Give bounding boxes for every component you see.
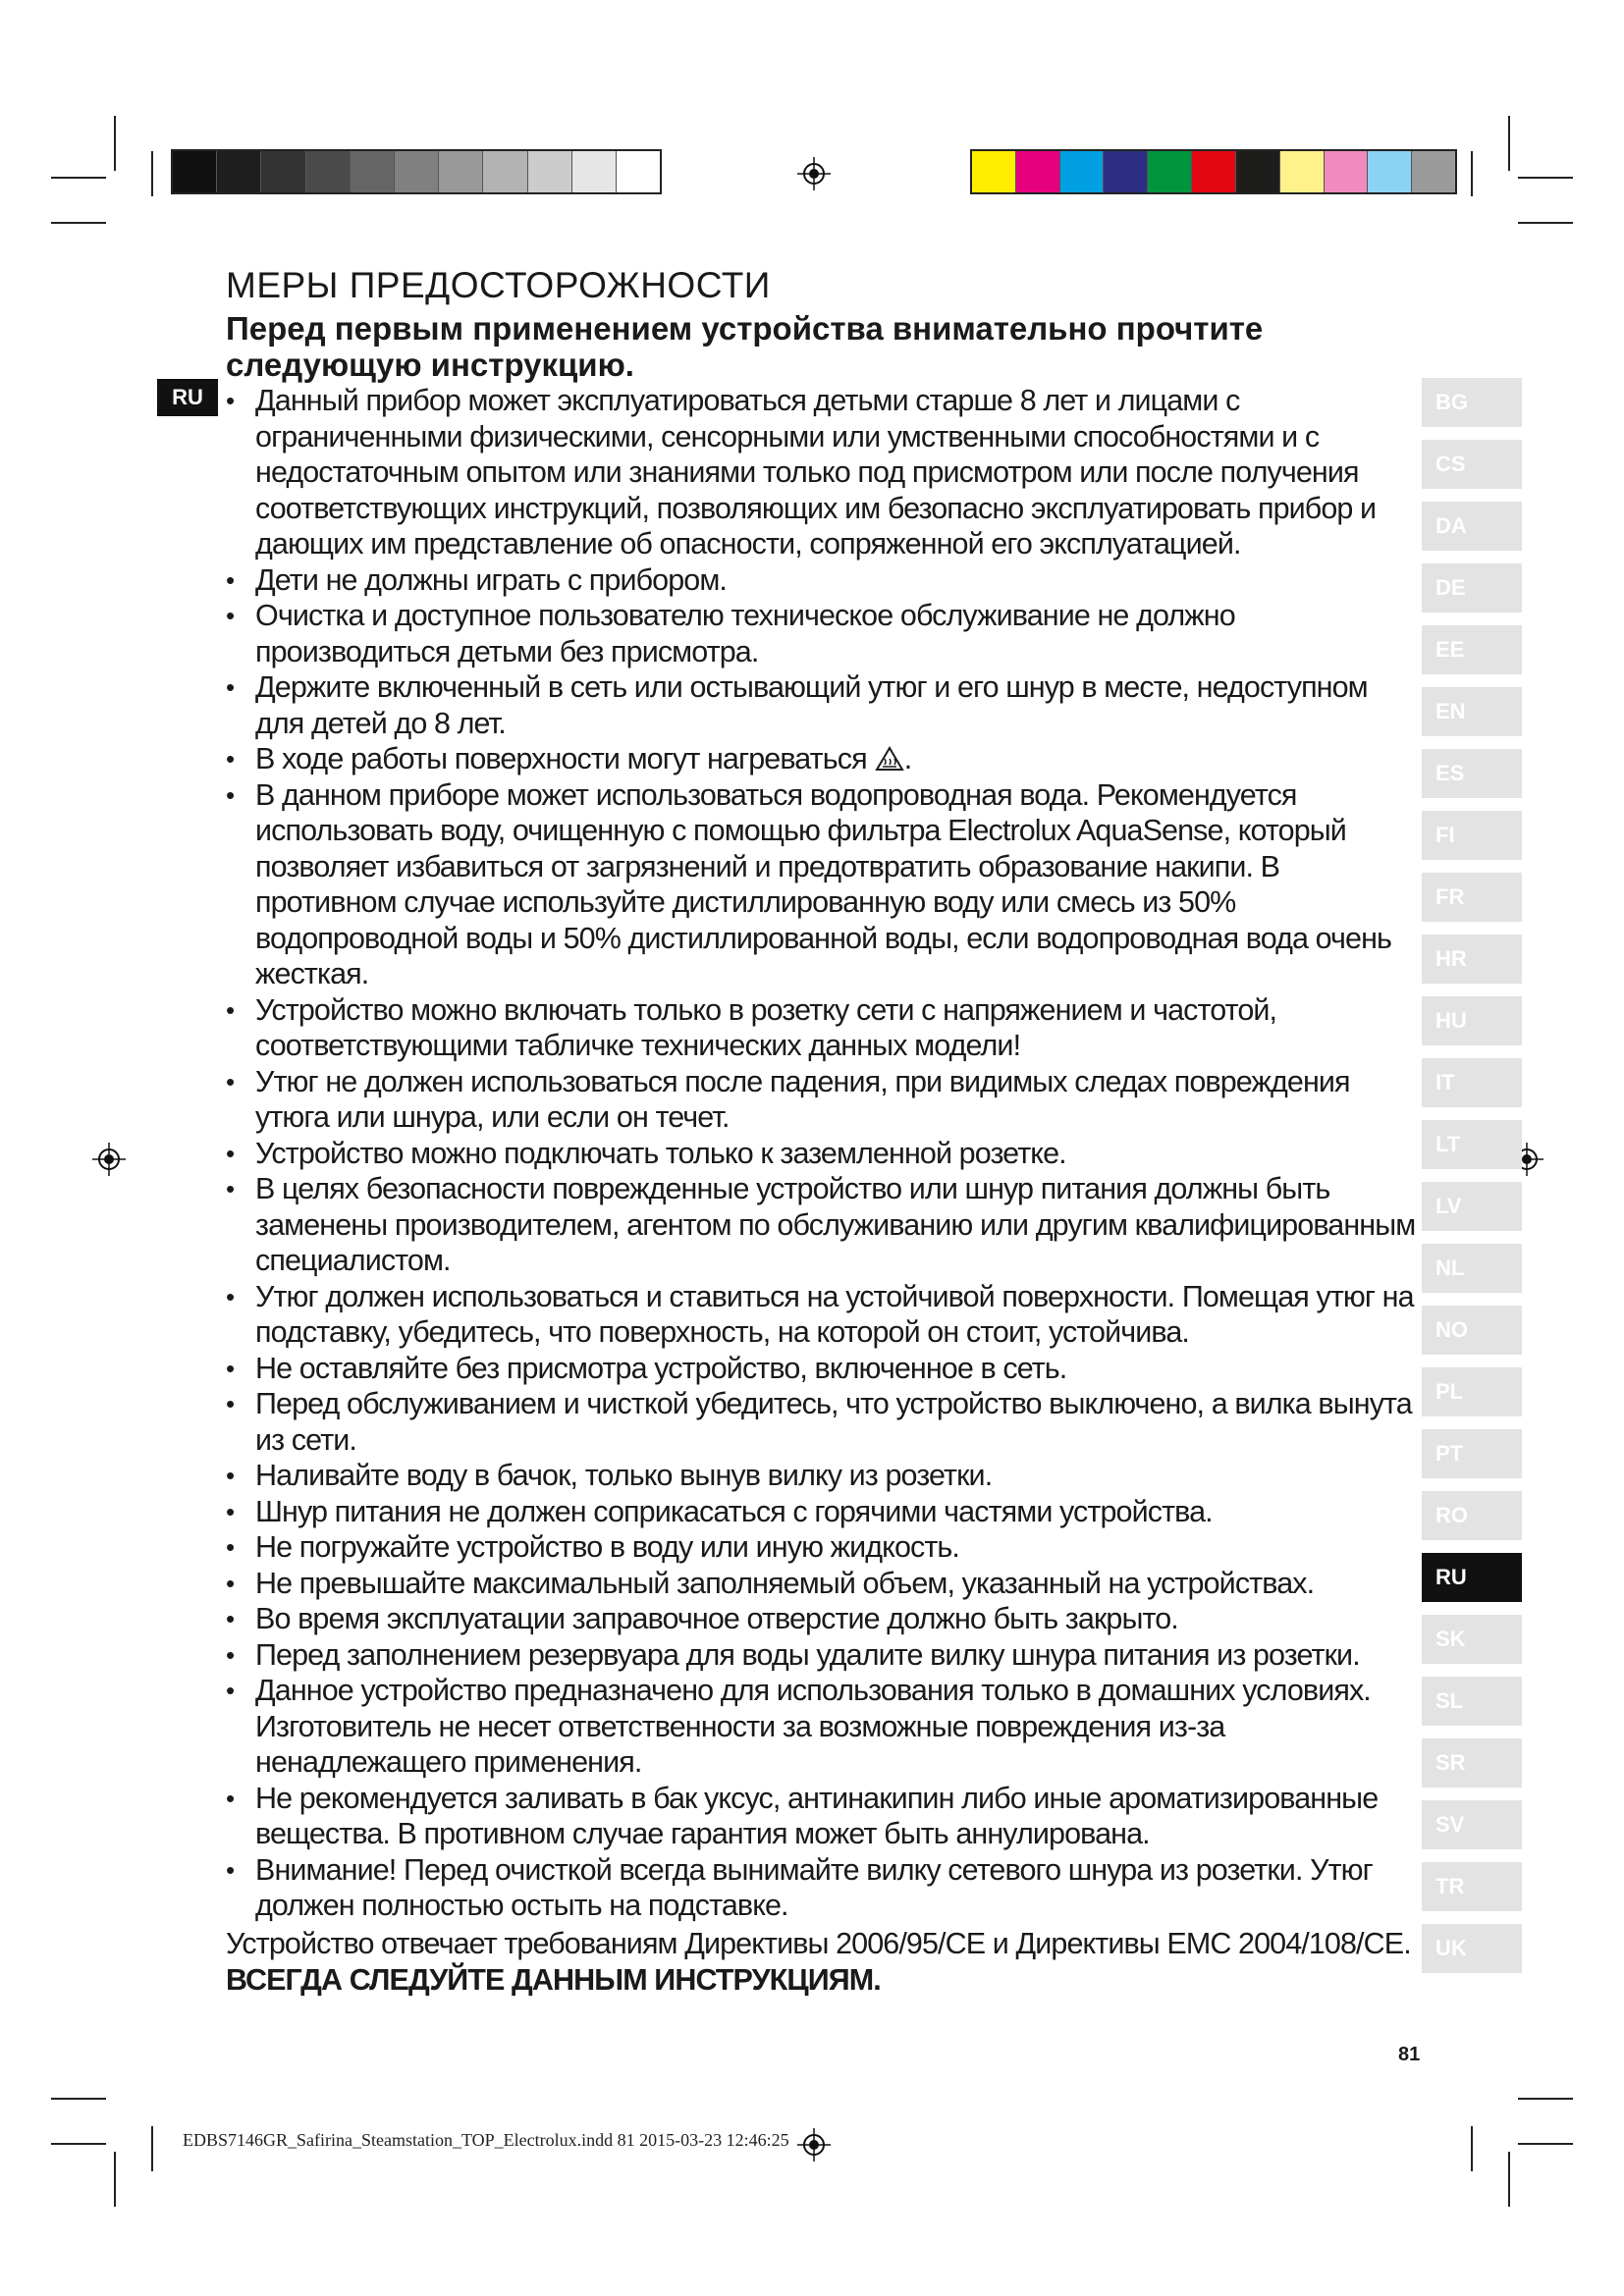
language-tab-it: IT <box>1422 1058 1522 1107</box>
warning-text: Во время эксплуатации заправочное отверстие должно быть закрыто. <box>255 1602 1178 1635</box>
gray-swatch <box>439 151 483 192</box>
section-language-badge: RU <box>157 379 218 416</box>
crop-mark <box>1508 116 1510 171</box>
print-slug: EDBS7146GR_Safirina_Steamstation_TOP_Electrolux.indd 81 2015-03-23 12:46:25 <box>183 2130 789 2150</box>
warning-item <box>226 1601 1419 1637</box>
warning-item <box>226 1529 1419 1566</box>
crop-mark <box>51 2098 106 2100</box>
gray-swatch <box>528 151 572 192</box>
warning-item <box>226 1064 1419 1136</box>
language-tab-tr: TR <box>1422 1862 1522 1911</box>
compliance-emphasis: ВСЕГДА СЛЕДУЙТЕ ДАННЫМ ИНСТРУКЦИЯМ. <box>226 1962 881 1997</box>
warning-text: Утюг не должен использоваться после падения, при видимых следах повреждения утюга или шнура, или если он течет. <box>255 1064 1350 1134</box>
language-tab-nl: NL <box>1422 1244 1522 1293</box>
language-tab-cs: CS <box>1422 440 1522 489</box>
warning-item <box>226 383 1419 562</box>
warning-text: Держите включенный в сеть или остывающий утюг и его шнур в месте, недоступном для детей до 8 лет. <box>255 670 1368 740</box>
crop-mark <box>1471 151 1473 196</box>
warning-text: Перед обслуживанием и чисткой убедитесь, что устройство выключено, а вилка вынута из сети. <box>255 1387 1412 1457</box>
warning-text: Внимание! Перед очисткой всегда вынимайте вилку сетевого шнура из розетки. Утюг должен полностью остыть на подставке. <box>255 1852 1373 1922</box>
warning-text: Не погружайте устройство в воду или иную жидкость. <box>255 1530 959 1564</box>
warning-item <box>226 1136 1419 1172</box>
language-tab-hu: HU <box>1422 996 1522 1045</box>
warning-item <box>226 1673 1419 1781</box>
language-tab-ru: RU <box>1422 1553 1522 1602</box>
warning-text: Данный прибор может эксплуатироваться детьми старше 8 лет и лицами с ограниченными физическими, сенсорными или умственными способностями и с недостаточным опытом или знаниями только под присмотром или после получения соответствующих инструкций, позволяющих им безопасно эксплуатировать прибор и дающих им представление об опасности, сопряженной его эксплуатацией. <box>255 384 1377 561</box>
page-subtitle: Перед первым применением устройства внимательно прочтите следующую инструкцию. <box>226 310 1264 383</box>
warning-item <box>226 777 1419 992</box>
warning-text: Наливайте воду в бачок, только вынув вилку из розетки. <box>255 1459 993 1492</box>
language-tab-no: NO <box>1422 1306 1522 1355</box>
crop-mark <box>51 222 106 224</box>
gray-swatch <box>306 151 351 192</box>
page-title: МЕРЫ ПРЕДОСТОРОЖНОСТИ <box>226 265 771 305</box>
language-tabs <box>1422 378 1522 1986</box>
warning-text: Перед заполнением резервуара для воды удалите вилку шнура питания из розетки. <box>255 1637 1360 1672</box>
warning-item <box>226 1781 1419 1852</box>
language-tab-en: EN <box>1422 687 1522 736</box>
crop-mark <box>51 177 106 179</box>
language-tab-bg: BG <box>1422 378 1522 427</box>
warning-text: В данном приборе может использоваться водопроводная вода. Рекомендуется использовать воду, очищенную с помощью фильтра Electrolux AquaSense, который позволяет избавиться от загрязнений и предотвратить образование накипи. В противном случае используйте дистиллированную воду или смесь из 50% водопроводной воды и 50% дистиллированной воды, если водопроводная вода очень жесткая. <box>255 777 1392 990</box>
gray-swatch <box>572 151 617 192</box>
gray-swatch <box>173 151 217 192</box>
language-tab-fi: FI <box>1422 811 1522 860</box>
color-swatch <box>972 151 1016 192</box>
crop-mark <box>1471 2126 1473 2171</box>
crop-mark <box>114 116 116 171</box>
warning-item <box>226 598 1419 669</box>
registration-mark-icon <box>797 2128 831 2162</box>
compliance-statement <box>226 1926 1419 1998</box>
warning-item <box>226 741 1419 777</box>
crop-mark <box>114 2152 116 2207</box>
language-tab-hr: HR <box>1422 934 1522 984</box>
gray-swatch <box>351 151 395 192</box>
color-swatch <box>1060 151 1105 192</box>
language-tab-sl: SL <box>1422 1677 1522 1726</box>
gray-swatch <box>483 151 527 192</box>
color-swatch <box>1192 151 1236 192</box>
warning-item <box>226 669 1419 741</box>
crop-mark <box>151 151 153 196</box>
color-swatch <box>1236 151 1280 192</box>
language-tab-sr: SR <box>1422 1738 1522 1788</box>
color-swatch <box>1412 151 1455 192</box>
page-number: 81 <box>1398 2044 1421 2065</box>
warning-text: Шнур питания не должен соприкасаться с горячими частями устройства. <box>255 1494 1213 1528</box>
color-swatch <box>1016 151 1060 192</box>
warning-text: Дети не должны играть с прибором. <box>255 562 727 597</box>
language-tab-pl: PL <box>1422 1367 1522 1416</box>
crop-mark <box>1518 2143 1573 2145</box>
warning-item <box>226 1279 1419 1351</box>
warning-text: Очистка и доступное пользователю техническое обслуживание не должно производиться детьми без присмотра. <box>255 599 1235 668</box>
warning-item <box>226 1494 1419 1530</box>
warning-text: В целях безопасности поврежденные устройство или шнур питания должны быть заменены производителем, агентом по обслуживанию или другим квалифицированным специалистом. <box>255 1172 1416 1277</box>
language-tab-lv: LV <box>1422 1182 1522 1231</box>
grayscale-calibration-strip <box>171 149 662 194</box>
warning-item <box>226 1852 1419 1924</box>
color-swatch <box>1148 151 1192 192</box>
color-swatch <box>1104 151 1148 192</box>
color-swatch <box>1280 151 1325 192</box>
language-tab-da: DA <box>1422 502 1522 551</box>
hot-surface-icon <box>875 746 904 772</box>
warning-item <box>226 992 1419 1064</box>
warning-text: Утюг должен использоваться и ставиться на устойчивой поверхности. Помещая утюг на подставку, убедитесь, что поверхность, на которой он стоит, устойчива. <box>255 1279 1414 1349</box>
warning-text: Не оставляйте без присмотра устройство, включенное в сеть. <box>255 1351 1067 1385</box>
registration-mark-icon <box>92 1143 126 1176</box>
language-tab-ro: RO <box>1422 1491 1522 1540</box>
crop-mark <box>151 2126 153 2171</box>
gray-swatch <box>617 151 660 192</box>
language-tab-ee: EE <box>1422 625 1522 674</box>
registration-mark-icon <box>797 157 831 190</box>
crop-mark <box>1518 177 1573 179</box>
warning-item <box>226 1351 1419 1387</box>
warning-text: В ходе работы поверхности могут нагреваться <box>255 742 867 775</box>
warning-item <box>226 1637 1419 1674</box>
language-tab-sk: SK <box>1422 1615 1522 1664</box>
crop-mark <box>1518 222 1573 224</box>
warning-item <box>226 1566 1419 1602</box>
color-swatch <box>1368 151 1412 192</box>
language-tab-pt: PT <box>1422 1429 1522 1478</box>
language-tab-fr: FR <box>1422 873 1522 922</box>
gray-swatch <box>217 151 261 192</box>
warning-text: Не рекомендуется заливать в бак уксус, антинакипин либо иные ароматизированные вещества. В противном случае гарантия может быть аннулирована. <box>255 1781 1379 1850</box>
safety-instructions-list <box>226 383 1419 1924</box>
language-tab-es: ES <box>1422 749 1522 798</box>
crop-mark <box>51 2143 106 2145</box>
language-tab-uk: UK <box>1422 1924 1522 1973</box>
language-tab-de: DE <box>1422 563 1522 613</box>
warning-text: Данное устройство предназначено для использования только в домашних условиях. Изготовитель не несет ответственности за возможные повреждения из-за ненадлежащего применения. <box>255 1674 1371 1779</box>
color-swatch <box>1325 151 1369 192</box>
warning-text: Устройство можно включать только в розетку сети с напряжением и частотой, соответствующими табличке технических данных модели! <box>255 992 1277 1062</box>
compliance-text: Устройство отвечает требованиям Директивы 2006/95/CE и Директивы EMC 2004/108/CE. <box>226 1927 1411 1960</box>
gray-swatch <box>261 151 305 192</box>
gray-swatch <box>395 151 439 192</box>
crop-mark <box>1518 2098 1573 2100</box>
language-tab-sv: SV <box>1422 1800 1522 1849</box>
crop-mark <box>1508 2152 1510 2207</box>
warning-item <box>226 1458 1419 1494</box>
warning-text-suffix: . <box>903 742 912 775</box>
warning-item <box>226 1386 1419 1458</box>
warning-text: Не превышайте максимальный заполняемый объем, указанный на устройствах. <box>255 1566 1315 1600</box>
warning-item <box>226 562 1419 599</box>
color-calibration-strip <box>970 149 1457 194</box>
warning-item <box>226 1171 1419 1279</box>
warning-text: Устройство можно подключать только к заземленной розетке. <box>255 1136 1066 1170</box>
language-tab-lt: LT <box>1422 1120 1522 1169</box>
